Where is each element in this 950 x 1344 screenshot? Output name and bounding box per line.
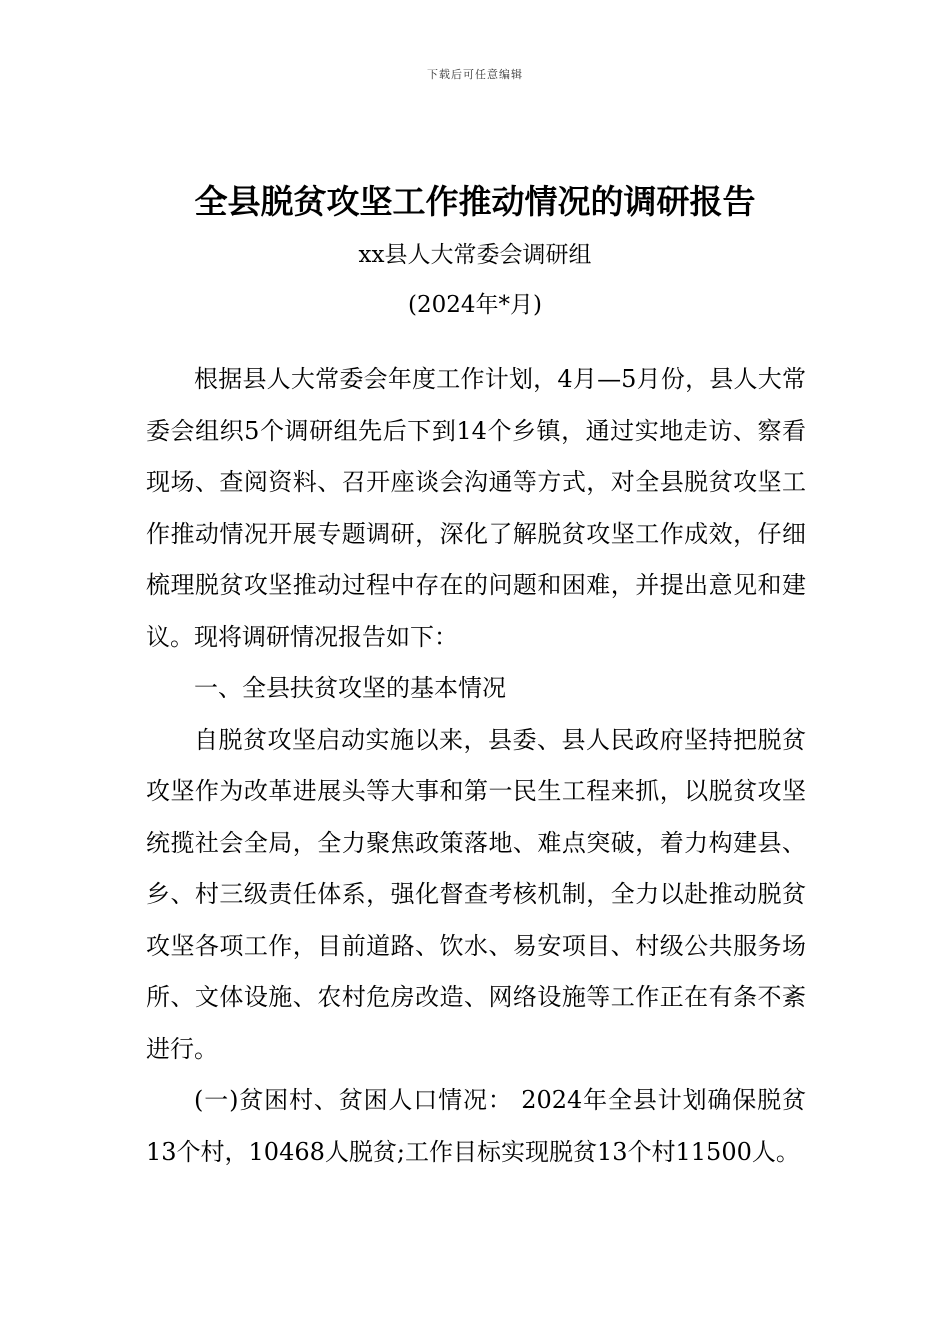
document-author: xx县人大常委会调研组 <box>358 242 592 268</box>
document-body <box>146 354 806 1178</box>
paragraph-poverty-stats: (一)贫困村、贫困人口情况： 2024年全县计划确保脱贫13个村，10468人脱贫;工作目标实现脱贫13个村11500人。 <box>146 1086 806 1166</box>
paragraph-intro: 根据县人大常委会年度工作计划，4月—5月份，县人大常委会组织5个调研组先后下到14个乡镇，通过实地走访、察看现场、查阅资料、召开座谈会沟通等方式，对全县脱贫攻坚工作推动情况开展专题调研，深化了解脱贫攻坚工作成效，仔细梳理脱贫攻坚推动过程中存在的问题和困难，并提出意见和建议。现将调研情况报告如下： <box>146 365 806 651</box>
document-title: 全县脱贫攻坚工作推动情况的调研报告 <box>194 182 756 221</box>
document-date: (2024年*月) <box>408 292 542 318</box>
paragraph-overview: 自脱贫攻坚启动实施以来，县委、县人民政府坚持把脱贫攻坚作为改革进展头等大事和第一民生工程来抓，以脱贫攻坚统揽社会全局，全力聚焦政策落地、难点突破，着力构建县、乡、村三级责任体系，强化督查考核机制，全力以赴推动脱贫攻坚各项工作，目前道路、饮水、易安项目、村级公共服务场所、文体设施、农村危房改造、网络设施等工作正在有条不紊进行。 <box>146 725 806 1063</box>
section-heading-basic-situation: 一、全县扶贫攻坚的基本情况 <box>194 674 506 702</box>
page-header-note: 下载后可任意编辑 <box>427 68 523 81</box>
